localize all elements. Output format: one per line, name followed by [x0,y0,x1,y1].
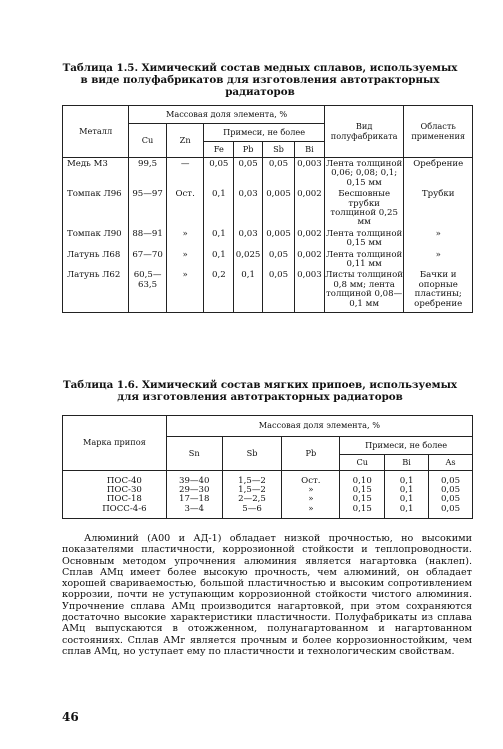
cell-sb: 0,05 [262,158,294,189]
table-row [63,188,473,228]
bi-item: 0,1 [399,503,414,514]
cell-bi [385,471,429,519]
cell-semi-product: Листы толщиной 0,8 мм; лента толщиной 0,08—0,1 мм [324,269,404,312]
cell-cu: 95—97 [129,188,167,228]
cell-metal: Латунь Л68 [63,249,129,270]
header-sb: Sb [222,437,282,471]
header-application-area: Область применения [404,106,473,158]
cell-cu [340,471,385,519]
cell-pb: 0,025 [234,249,263,270]
cell-bi: 0,003 [295,158,325,189]
table-row [63,249,473,270]
cell-bi: 0,003 [295,269,325,312]
bi-item: 0,1 [399,485,414,496]
pb-item: » [308,503,314,514]
cell-application: Оребрение [404,158,473,189]
cell-fe: 0,1 [204,228,234,249]
as-item: 0,05 [440,494,461,505]
header-as: As [429,455,473,471]
table1-caption [60,62,460,98]
header-sb: Sb [262,142,294,158]
bi-item: 0,1 [399,494,414,505]
copper-alloys-table [62,105,473,313]
table2-caption-prefix: Таблица 1.6. [62,379,139,391]
brand-item: ПОС-40 [106,476,142,486]
header-bi: Bi [295,142,325,158]
cell-cu: 99,5 [129,158,167,189]
as-item: 0,05 [440,476,461,486]
cell-application: Трубки [404,188,473,228]
header-cu: Cu [129,124,167,158]
cu-item: 0,15 [352,494,372,505]
cell-application: Бачки и опорные пластины; оребрение [404,269,473,312]
header-impurities: Примеси, не более [340,437,473,455]
table-body-row [63,471,473,519]
brand-item: ПОС-30 [106,485,142,496]
sb-item: 1,5—2 [238,476,266,486]
cell-fe: 0,05 [204,158,234,189]
cell-semi-product: Лента толщиной 0,15 мм [325,228,403,249]
cell-fe: 0,2 [204,269,234,312]
table2-caption [60,379,460,403]
sb-item: 5—6 [242,503,262,514]
header-cu: Cu [340,455,385,471]
cell-zn: » [166,228,204,249]
header-semi-product: Вид полуфабриката [324,106,404,158]
brand-item: ПОСС-4-6 [102,503,147,514]
cell-cu: 60,5—63,5 [129,269,167,312]
sb-item: 1,5—2 [238,485,266,496]
cell-metal: Латунь Л62 [63,269,129,312]
table1-caption-prefix: Таблица 1.5. [62,62,139,74]
pb-item: » [308,485,314,496]
cell-bi: 0,002 [295,228,325,249]
sn-item: 29—30 [178,485,210,496]
cell-application: » [404,249,473,270]
cell-metal: Медь М3 [63,158,129,189]
as-item: 0,05 [440,503,461,514]
sn-item: 3—4 [184,503,204,514]
sn-item: 39—40 [178,476,210,486]
cell-sb: 0,005 [262,228,294,249]
cell-pb: 0,03 [234,228,263,249]
table-row [63,228,473,249]
cell-semi-product: Лента толщиной 0,06; 0,08; 0,1; 0,15 мм [325,159,403,188]
cell-fe: 0,1 [204,188,234,228]
sb-item: 2—2,5 [238,494,266,505]
cell-zn: » [166,269,204,312]
solders-table [62,415,473,519]
cell-sb: 0,05 [262,269,294,312]
header-brand: Марка припоя [63,416,167,471]
header-pb: Pb [234,142,263,158]
cell-cu: 67—70 [129,249,167,270]
header-zn: Zn [166,124,204,158]
cell-pb: 0,1 [234,269,263,312]
header-mass-fraction: Массовая доля элемента, % [166,416,472,437]
cell-brand [63,471,167,519]
cell-pb: 0,05 [234,158,263,189]
cell-bi: 0,002 [295,249,325,270]
table1-caption-text: Химический состав медных сплавов, используемых в виде полуфабрикатов для изготовления автотракторных радиаторов [80,62,458,98]
cell-semi-product: Лента толщиной 0,11 мм [325,249,403,270]
table2-caption-text: Химический состав мягких припоев, используемых для изготовления автотракторных радиаторов [117,379,458,403]
header-impurities: Примеси, не более [204,124,324,142]
cell-metal: Томпак Л90 [63,228,129,249]
cell-as [429,471,473,519]
cell-zn: Ост. [166,188,204,228]
cell-sb: 0,05 [262,249,294,270]
body-paragraph: Алюминий (А00 и АД-1) обладает низкой прочностью, но высокими показателями пластичности, коррозионной стойкости и теплопроводности. Основным методом упрочнения алюминия является нагартовка (наклеп). Сплав АМц имеет более высокую прочность, чем алюминий, он обладает хорошей свариваемостью, большой пластичностью и высоким сопротивлением коррозии, почти не уступающим коррозионной стойкости чистого алюминия. Упрочнение сплава АМц производится нагартовкой, при этом сохраняются достаточно высокие характеристики пластичности. Полуфабрикаты из сплава АМц выпускаются в отожженном, полунагартованном и нагартованном состояниях. Сплав АМг является прочным и более коррозионностойким, чем сплав АМц, но уступает ему по пластичности и технологическим свойствам. [62,533,472,657]
pb-item: Ост. [301,476,321,486]
cell-pb: 0,03 [234,188,263,228]
pb-item: » [308,494,314,505]
cu-item: 0,10 [352,476,372,486]
cell-sn [166,471,222,519]
cell-semi-product: Бесшовные трубки толщиной 0,25 мм [324,188,404,228]
table-row [63,269,473,312]
cell-zn: — [166,158,204,189]
cu-item: 0,15 [352,485,372,496]
cell-fe: 0,1 [204,249,234,270]
header-sn: Sn [166,437,222,471]
header-metal: Металл [63,106,129,158]
header-fe: Fe [204,142,234,158]
cell-pb [282,471,340,519]
header-mass-fraction: Массовая доля элемента, % [129,106,325,124]
bi-item: 0,1 [399,476,414,486]
cell-zn: » [166,249,204,270]
header-pb: Pb [282,437,340,471]
body-paragraph-block [62,533,472,657]
cell-sb: 0,005 [262,188,294,228]
cell-sb [222,471,282,519]
sn-item: 17—18 [178,494,210,505]
header-bi: Bi [385,455,429,471]
cell-bi: 0,002 [295,188,325,228]
cell-cu: 88—91 [129,228,167,249]
cu-item: 0,15 [352,503,372,514]
cell-application: » [404,228,473,249]
table-row [63,158,473,189]
brand-item: ПОС-18 [106,494,142,505]
page-number: 46 [62,710,79,724]
cell-metal: Томпак Л96 [63,188,129,228]
as-item: 0,05 [440,485,461,496]
